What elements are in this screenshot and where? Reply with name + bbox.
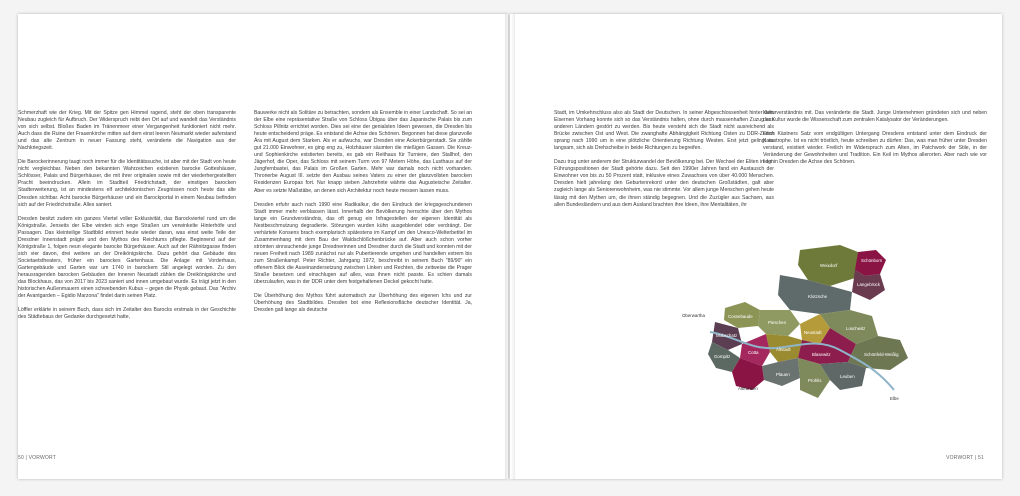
map-label-altstadt: Altstadt xyxy=(776,347,791,352)
page-number-right: VORWORT | 51 xyxy=(946,455,984,461)
paragraph: Löffler erklärte in seinem Buch, dass sich im Zeitalter des Barocks erstmals in der Geschichte des Städtebaus der Gedanke durchgesetzt hatte, xyxy=(18,307,236,321)
paragraph: Dresden besitzt zudem ein ganzes Viertel voller Exklusivität, das Barockviertel rund um die Königstraße. Jenseits der Elbe winden sich enge Straßen um verwinkelte Hinterhöfe und Passagen. Das kleinteilige Stadtbild erinnert heute wieder daran, was einst weite Teile der Dresdner Innenstadt prägte und den Mythos des Reichtums pflegte. Beginnend auf der Königstraße 1, folgen neun elegante barocke Bürgerhäuser. Auch auf der Rähnitzgasse finden sich vier davon, drei weitere an der Dreikönigskirche. Dazu gehört das Gebäude des Societaetstheaters, früher ein barockes Gartenhaus. Die Anlage mit Vorderhaus, Gartengebäude und Garten war um 1740 in barockem Stil angelegt worden. Zu den herausragenden barocken Gebäuden der Inneren Neustadt zählen die Dreikönigskirche und das Blockhaus, das von 2017 bis 2023 saniert und innen umgebaut wurde. Es trägt jetzt in den historischen Außenmauern einen schwebenden Kubus – gegen die Physik gebaut. Das "Archiv der Avantgarden – Egidio Marzona" findet darin seinen Platz. xyxy=(18,215,236,300)
map-label-oberwartha: Oberwartha xyxy=(682,313,705,318)
paragraph: Dazu trug unter anderem der Strukturwandel der Bevölkerung bei. Der Wechsel der Eliten in den Führungspositionen der Stadt gehörte dazu. Seit den 1990er Jahren fand ein Austausch der Einwohner von bis zu 50 Prozent statt, inklusive eines Zuwachses von über 40.000 Menschen. Dresden hielt jahrelang den Geburtenrekord unter den deutschen Großstädten, galt aber zugleich lange als Seniorenwohnheim, was nie stimmte. Vor allem junge Menschen gehen heute lässig mit den Mythen um, die ihnen ständig begegnen. Und die Zuzügler aus Sachsen, aus allen Bundesländern und aus dem Ausland brachten ihre Ideen, ihre Mentalitäten, ihr xyxy=(554,159,774,208)
paragraph: Kulturverständnis mit. Das veränderte die Stadt. Junge Unternehmen gründeten sich und neben der Kultur wurde die Wissenschaft zum zentralen Katalysator der Veränderungen. xyxy=(763,110,987,124)
paragraph: Dresden erfuhr auch nach 1990 eine Radikalkur, die den Eindruck der kriegsgeschundenen Stadt immer mehr verblassen lässt. Innerhalb der Bevölkerung herrschte über den Mythos lange ein Grundverständnis, das oft genug ein Infragestellen der eigenen Identität als Nestbeschmutzung degradierte. Störungen wurden kühn ausgeblendet oder verdrängt. Der verhärtete Konsens brach exemplarisch spätestens im Kampf um den Unesco-Welterbetitel im Zusammenhang mit dem Bau der Waldschlößchenbrücke auf. Aber auch schon vorher strömten sinnsuchende junge Dresdnerinnen und Dresdner durch die Stadt und konnten mit der neuen Freiheit nach 1989 zunächst nur als Pubertierende umgehen und handelten extrem bis zum Straßenkampf. Peter Richter, Jahrgang 1972, beschreibt in seinem Buch "89/90" ein offenem Blick die Auseinandersetzung zwischen Linken und Rechten, die zeitweise die Prager Straße besetzen und einschlugen auf alles, was ihnen nicht passte. Es schien damals überzulaufen, was in der DDR unter dem festgehaltenen Deckel gekocht hatte. xyxy=(254,201,472,286)
map-label-schoenfeld-weissig: Schönfeld-Weißig xyxy=(864,352,899,357)
map-label-altfranken: Altfranken xyxy=(738,386,758,391)
map-label-loschwitz: Loschwitz xyxy=(846,326,866,331)
paragraph: Bauwerke nicht als Solitäre zu betrachten, sondern als Ensemble in einer Landschaft. So sei an der Elbe eine repräsentative Straße von Schloss Übigau über das Japanische Palais bis zum Schloss Pillnitz errichtet worden. Dies sei eine der genialsten Ideen gewesen, die Dresden bis heute entscheidend präge. Es entstand die Achse des Schönen. Begonnen hat diese glanzvolle Ära mit August dem Starken. Als er aufwuchs, war Dresden eine Ackerbürgerstadt. Sie zählte gut 21.000 Einwohner, es ging eng zu, Holzhäuser säumten die mießigen Gassen. Die Kreuz- und Sophienkirche existierten bereits, es gab ein Reithaus für Turniere, den Stallhof, den Jägerhof, die Oper, das Schloss mit seinem Turm von 97 Metern Höhe, das Lusthaus auf der Jungfernbastei, das Palais im Großen Garten. Mehr war damals noch nicht vorhanden. Thronerbe August III. setzte den Ausbau seines Vaters zu einer der glanzvollsten barocken Residenzen Europas fort. Nur knapp sieben Jahrzehnte währte das Augusteische Zeitalter. Aber es setzte Maßstäbe, an denen sich Architektur noch heute messen lassen muss. xyxy=(254,110,472,194)
left-text-column-1 xyxy=(18,110,236,432)
map-shapes xyxy=(708,245,908,398)
map-label-elbe: Elbe xyxy=(890,396,899,401)
map-label-cossebaude: Cossebaude xyxy=(728,314,753,319)
map-label-mobschatz: Mobschatz xyxy=(716,333,738,338)
dresden-districts-map xyxy=(680,240,930,420)
page-number-left: 50 | VORWORT xyxy=(18,455,56,461)
paragraph: Die Barockerinnerung taugt noch immer für die Identitätssuche, ist aber mit der Stadt von heute nicht vergleichbar. Neben den bekannten Wahrzeichen existieren barocke Gotteshäuser, Schlösser, Palais und Bürgerhäuser, die mit ihrer originalen sowie mit der wiederhergestellten Pracht beeindrucken. Allein im Stadtteil Friedrichstadt, der einstigen barocken Stadterweiterung, ist an mindestens elf architektonischen Zeugnissen noch heute das alte Dresden sichtbar. Acht barocke Bürgerhäuser und ein Barockportal in einem Neubau befinden sich auf der Friedrichstraße. Alles saniert. xyxy=(18,159,236,208)
map-label-plauen: Plauen xyxy=(776,372,790,377)
paragraph: Schmerzhaft wie der Krieg. Mit der Spitze gen Himmel ragend, steht der oben transparente Neubau zugleich für Aufbruch. Der Widerspruch reibt den Ort auf und wandelt das Verständnis von sich selbst. Bloßes Baden im Tränenmeer einer Vergangenheit funktioniert nicht mehr. Auch dass die Ruine der Frauenkirche mitten auf dem einst leeren Neumarkt wieder auferstand und das alte Zentrum in neuer Fassung steht, veränderte die Navigation aus der Nachkriegszeit. xyxy=(18,110,236,152)
left-text-column-2 xyxy=(254,110,472,432)
map-label-cotta: Cotta xyxy=(748,350,759,355)
right-text-column-2 xyxy=(763,110,987,230)
map-label-klotzsche: Klotzsche xyxy=(808,294,828,299)
map-label-langebrueck: Langebrück xyxy=(857,282,880,287)
paragraph: Stadt, im Umkehrschluss also als Stadt der Deutschen. In seiner Abgeschlossenheit hinter dem Eisernen Vorhang konnte sich so das Verständnis halten, ohne durch massenhaften Zuzug aus anderen Ländern gestört zu werden. Bis heute versteht sich die Stadt nicht ausreichend als Brücke zwischen Ost und West. Die zwanghafte Abhängigkeit Richtung Osten zu DDR-Zeiten sprang nach 1990 um in eine plötzliche Orientierung Richtung Westen. Erst jetzt gelingt es langsam, sich als Drehscheibe in beide Richtungen zu begreifen. xyxy=(554,110,774,152)
map-label-gompitz: Gompitz xyxy=(714,354,731,359)
map-label-weixdorf: Weixdorf xyxy=(820,263,838,268)
map-label-neustadt: Neustadt xyxy=(804,330,822,335)
map-label-leuben: Leuben xyxy=(840,374,855,379)
paragraph: Erich Kästners Satz vom endgültigen Untergang Dresdens entstand unter dem Eindruck der Katastrophe. Ist es nicht tröstlich, heute schreiben zu dürfen: Das, was man früher unter Dresden verstand, existiert wieder. Freilich im Widerspruch zum Alten, im Patchwork der Stile, in der Veränderung der Gewohnheiten und Tradition. Ein Keil im Mythos allerorten. Aber nach wie vor liegt in Dresden die Achse des Schönen. xyxy=(763,131,987,166)
map-label-pieschen: Pieschen xyxy=(768,320,787,325)
district-schoenborn xyxy=(855,250,886,276)
map-label-prohlis: Prohlis xyxy=(808,378,822,383)
map-label-schoenborn: Schönborn xyxy=(861,258,883,263)
paragraph: Die Überhöhung des Mythos führt automatisch zur Überhöhung des eigenen Ichs und zur Überhöhung des Stadtbildes. Dresden bot eine Reflexionsfläche deutscher Identität. Ja, Dresden galt lange als deutsche xyxy=(254,293,472,314)
book-gutter xyxy=(505,14,515,479)
map-label-blasewitz: Blasewitz xyxy=(812,352,831,357)
